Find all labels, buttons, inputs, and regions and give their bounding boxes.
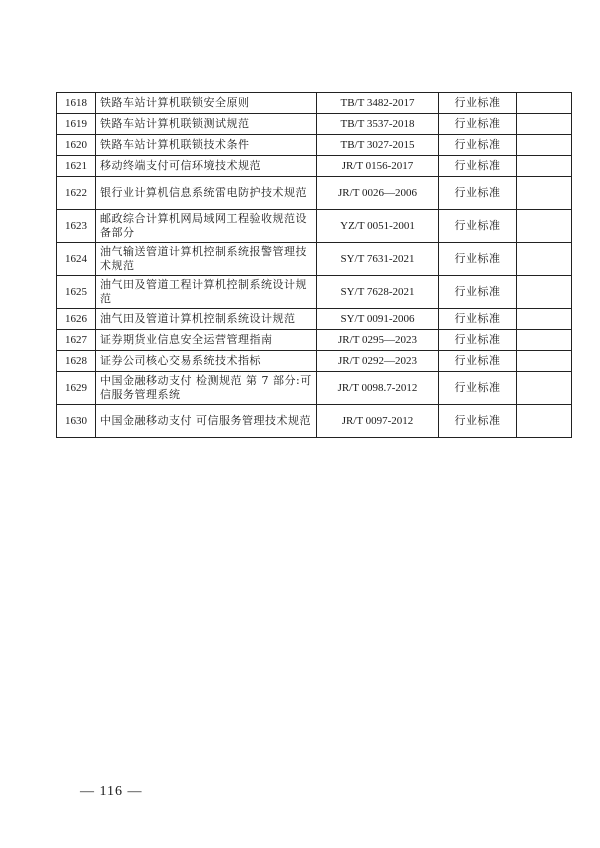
standard-code: SY/T 7628-2021: [317, 276, 439, 309]
table-row: [57, 243, 572, 276]
remark-cell: [517, 114, 572, 135]
standard-type: 行业标准: [439, 243, 517, 276]
standard-code: JR/T 0098.7-2012: [317, 372, 439, 405]
standard-type: 行业标准: [439, 276, 517, 309]
standard-name: 油气输送管道计算机控制系统报警管理技术规范: [96, 243, 317, 276]
standard-type: 行业标准: [439, 330, 517, 351]
row-number: 1622: [57, 177, 96, 210]
standard-code: JR/T 0026—2006: [317, 177, 439, 210]
remark-cell: [517, 351, 572, 372]
table-row: [57, 210, 572, 243]
remark-cell: [517, 405, 572, 438]
standard-code: JR/T 0097-2012: [317, 405, 439, 438]
table-row: [57, 330, 572, 351]
standard-name: 证券期货业信息安全运营管理指南: [96, 330, 317, 351]
standard-code: SY/T 7631-2021: [317, 243, 439, 276]
remark-cell: [517, 135, 572, 156]
row-number: 1619: [57, 114, 96, 135]
standard-code: JR/T 0156-2017: [317, 156, 439, 177]
row-number: 1623: [57, 210, 96, 243]
page-number: — 116 —: [80, 784, 143, 799]
row-number: 1621: [57, 156, 96, 177]
standard-name: 铁路车站计算机联锁测试规范: [96, 114, 317, 135]
standard-name: 中国金融移动支付 可信服务管理技术规范: [96, 405, 317, 438]
row-number: 1626: [57, 309, 96, 330]
standard-type: 行业标准: [439, 210, 517, 243]
standard-code: JR/T 0292—2023: [317, 351, 439, 372]
standard-type: 行业标准: [439, 93, 517, 114]
table-row: [57, 135, 572, 156]
row-number: 1629: [57, 372, 96, 405]
table-row: [57, 405, 572, 438]
standard-name: 银行业计算机信息系统雷电防护技术规范: [96, 177, 317, 210]
standards-table: [56, 92, 572, 438]
remark-cell: [517, 210, 572, 243]
standard-name: 中国金融移动支付 检测规范 第 7 部分:可信服务管理系统: [96, 372, 317, 405]
standard-type: 行业标准: [439, 156, 517, 177]
row-number: 1624: [57, 243, 96, 276]
table-row: [57, 177, 572, 210]
row-number: 1630: [57, 405, 96, 438]
remark-cell: [517, 177, 572, 210]
remark-cell: [517, 156, 572, 177]
row-number: 1625: [57, 276, 96, 309]
standard-code: JR/T 0295—2023: [317, 330, 439, 351]
row-number: 1620: [57, 135, 96, 156]
row-number: 1618: [57, 93, 96, 114]
standard-name: 铁路车站计算机联锁技术条件: [96, 135, 317, 156]
standard-code: YZ/T 0051-2001: [317, 210, 439, 243]
remark-cell: [517, 243, 572, 276]
remark-cell: [517, 330, 572, 351]
standard-name: 油气田及管道计算机控制系统设计规范: [96, 309, 317, 330]
table-row: [57, 276, 572, 309]
standard-name: 铁路车站计算机联锁安全原则: [96, 93, 317, 114]
standard-code: SY/T 0091-2006: [317, 309, 439, 330]
table-row: [57, 93, 572, 114]
standard-name: 证券公司核心交易系统技术指标: [96, 351, 317, 372]
standard-name: 油气田及管道工程计算机控制系统设计规范: [96, 276, 317, 309]
standard-name: 移动终端支付可信环境技术规范: [96, 156, 317, 177]
table-row: [57, 156, 572, 177]
table-row: [57, 351, 572, 372]
table-row: [57, 114, 572, 135]
standard-name: 邮政综合计算机网局域网工程验收规范设备部分: [96, 210, 317, 243]
standard-type: 行业标准: [439, 114, 517, 135]
table-row: [57, 309, 572, 330]
table-row: [57, 372, 572, 405]
standard-code: TB/T 3027-2015: [317, 135, 439, 156]
standard-code: TB/T 3482-2017: [317, 93, 439, 114]
remark-cell: [517, 372, 572, 405]
standard-type: 行业标准: [439, 135, 517, 156]
remark-cell: [517, 276, 572, 309]
remark-cell: [517, 93, 572, 114]
row-number: 1627: [57, 330, 96, 351]
standard-code: TB/T 3537-2018: [317, 114, 439, 135]
standard-type: 行业标准: [439, 351, 517, 372]
standard-type: 行业标准: [439, 372, 517, 405]
standard-type: 行业标准: [439, 309, 517, 330]
row-number: 1628: [57, 351, 96, 372]
remark-cell: [517, 309, 572, 330]
standard-type: 行业标准: [439, 177, 517, 210]
standard-type: 行业标准: [439, 405, 517, 438]
